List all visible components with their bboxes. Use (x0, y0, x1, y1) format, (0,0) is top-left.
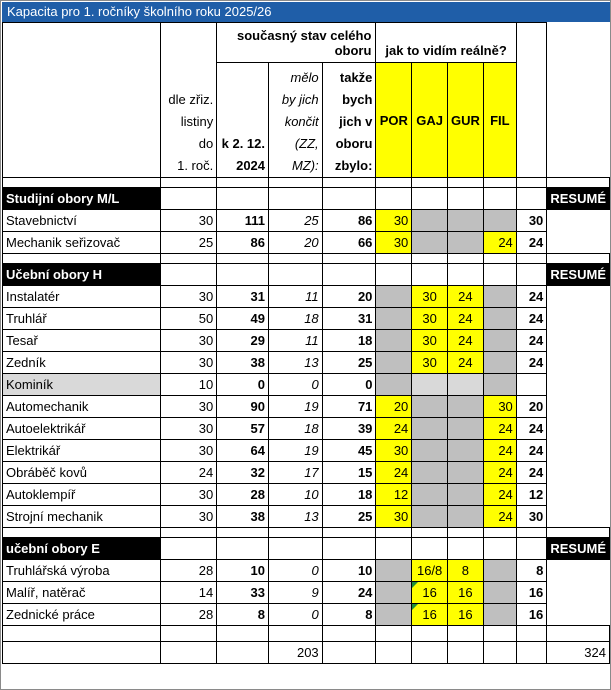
listiny-value[interactable]: 28 (160, 560, 216, 582)
school-value-gur[interactable]: 24 (447, 352, 483, 374)
spacer-cell[interactable] (217, 254, 269, 264)
school-value-gaj[interactable] (412, 210, 448, 232)
school-value-por[interactable] (376, 604, 412, 626)
school-value-fil[interactable] (483, 560, 516, 582)
section-title[interactable]: Učební obory H (3, 264, 161, 286)
spacer-row (3, 254, 610, 264)
header-realne[interactable]: jak to vidím reálně? (376, 23, 516, 63)
listiny-value[interactable]: 30 (160, 418, 216, 440)
k-date-value[interactable]: 0 (217, 374, 269, 396)
melo-value[interactable]: 20 (269, 232, 323, 254)
listiny-value[interactable]: 24 (160, 462, 216, 484)
spacer-cell[interactable] (447, 626, 483, 642)
resume-value[interactable]: 24 (516, 286, 547, 308)
obor-name[interactable]: Obráběč kovů (3, 462, 161, 484)
school-value-por[interactable] (376, 330, 412, 352)
spacer-cell[interactable] (160, 528, 216, 538)
section-blank[interactable] (322, 538, 376, 560)
school-value-gur[interactable] (447, 462, 483, 484)
spacer-cell[interactable] (322, 254, 376, 264)
spacer-cell[interactable] (547, 178, 610, 188)
school-value-gur[interactable]: 24 (447, 330, 483, 352)
table-row (3, 440, 610, 462)
zbylo-value[interactable]: 66 (322, 232, 376, 254)
section-blank[interactable] (412, 188, 448, 210)
table-row (3, 396, 610, 418)
spacer-cell[interactable] (3, 254, 161, 264)
k-date-value[interactable]: 33 (217, 582, 269, 604)
school-value-gur[interactable] (447, 506, 483, 528)
totals-blank[interactable] (516, 642, 547, 664)
capacity-table (2, 22, 610, 664)
k-date-value[interactable]: 32 (217, 462, 269, 484)
resume-value[interactable] (516, 374, 547, 396)
school-value-fil[interactable]: 24 (483, 232, 516, 254)
table-row (3, 560, 610, 582)
school-value-gaj[interactable] (412, 484, 448, 506)
school-value-gur[interactable] (447, 440, 483, 462)
school-value-por[interactable]: 30 (376, 232, 412, 254)
table-row (3, 418, 610, 440)
k-date-value[interactable]: 86 (217, 232, 269, 254)
spacer-cell[interactable] (412, 254, 448, 264)
school-value-gaj[interactable] (412, 396, 448, 418)
obor-name[interactable]: Truhlář (3, 308, 161, 330)
resume-label[interactable]: RESUMÉ (547, 264, 610, 286)
melo-value[interactable]: 25 (269, 210, 323, 232)
spacer-cell[interactable] (483, 626, 516, 642)
school-value-por[interactable]: 30 (376, 440, 412, 462)
spacer-cell[interactable] (322, 528, 376, 538)
section-blank[interactable] (412, 264, 448, 286)
zbylo-value[interactable]: 25 (322, 352, 376, 374)
school-value-por[interactable]: 30 (376, 506, 412, 528)
section-header-1 (3, 264, 610, 286)
zbylo-value[interactable]: 24 (322, 582, 376, 604)
school-value-fil[interactable] (483, 604, 516, 626)
spacer-cell[interactable] (217, 528, 269, 538)
spacer-cell[interactable] (516, 528, 547, 538)
section-header-2 (3, 538, 610, 560)
school-value-por[interactable] (376, 286, 412, 308)
table-row (3, 484, 610, 506)
obor-name[interactable]: Instalatér (3, 286, 161, 308)
school-value-por[interactable]: 30 (376, 210, 412, 232)
school-value-por[interactable]: 20 (376, 396, 412, 418)
school-value-gur[interactable]: 16 (447, 604, 483, 626)
zbylo-value[interactable]: 20 (322, 286, 376, 308)
school-value-gur[interactable] (447, 374, 483, 396)
spacer-cell[interactable] (447, 178, 483, 188)
school-value-por[interactable]: 24 (376, 462, 412, 484)
listiny-value[interactable]: 14 (160, 582, 216, 604)
spacer-cell[interactable] (412, 178, 448, 188)
obor-name[interactable]: Automechanik (3, 396, 161, 418)
spacer-cell[interactable] (516, 626, 547, 642)
table-row (3, 352, 610, 374)
spacer-cell[interactable] (322, 178, 376, 188)
spacer-cell[interactable] (3, 626, 161, 642)
spacer-cell[interactable] (376, 178, 412, 188)
spacer-cell[interactable] (447, 528, 483, 538)
resume-value[interactable]: 24 (516, 308, 547, 330)
section-blank[interactable] (376, 264, 412, 286)
table-row (3, 286, 610, 308)
school-value-gur[interactable] (447, 210, 483, 232)
table-row (3, 582, 610, 604)
table-row (3, 308, 610, 330)
section-blank[interactable] (269, 538, 323, 560)
school-value-por[interactable] (376, 560, 412, 582)
resume-value[interactable]: 24 (516, 440, 547, 462)
spacer-cell[interactable] (217, 626, 269, 642)
k-date-value[interactable]: 57 (217, 418, 269, 440)
school-value-gur[interactable]: 24 (447, 308, 483, 330)
section-blank[interactable] (217, 264, 269, 286)
resume-value[interactable]: 24 (516, 232, 547, 254)
corner-cell[interactable] (3, 23, 161, 178)
obor-name[interactable]: Stavebnictví (3, 210, 161, 232)
spacer-row (3, 528, 610, 538)
resume-value[interactable]: 12 (516, 484, 547, 506)
spacer-cell[interactable] (217, 178, 269, 188)
spacer-cell[interactable] (160, 254, 216, 264)
totals-blank[interactable] (217, 642, 269, 664)
obor-name[interactable]: Strojní mechanik (3, 506, 161, 528)
zbylo-value[interactable]: 25 (322, 506, 376, 528)
section-blank[interactable] (447, 188, 483, 210)
obor-name[interactable]: Elektrikář (3, 440, 161, 462)
header-school-gaj[interactable]: GAJ (412, 63, 448, 178)
sheet-title: Kapacita pro 1. ročníky školního roku 2025/26 (2, 2, 610, 22)
spacer-cell[interactable] (322, 626, 376, 642)
school-value-fil[interactable] (483, 582, 516, 604)
header-takze[interactable]: takže bych jich v oboru zbylo: (322, 63, 376, 178)
school-value-fil[interactable] (483, 308, 516, 330)
obor-name[interactable]: Truhlářská výroba (3, 560, 161, 582)
section-header-0 (3, 188, 610, 210)
school-value-gaj[interactable]: 30 (412, 330, 448, 352)
totals-blank[interactable] (3, 642, 161, 664)
spacer-cell[interactable] (483, 178, 516, 188)
zbylo-value[interactable]: 18 (322, 330, 376, 352)
school-value-gaj[interactable] (412, 232, 448, 254)
totals-row (3, 642, 610, 664)
header-current-state[interactable]: současný stav celého oboru (217, 23, 376, 63)
section-blank[interactable] (516, 538, 547, 560)
zbylo-value[interactable]: 8 (322, 604, 376, 626)
resume-value[interactable]: 24 (516, 462, 547, 484)
melo-value[interactable]: 18 (269, 418, 323, 440)
k-date-value[interactable]: 90 (217, 396, 269, 418)
school-value-por[interactable] (376, 308, 412, 330)
melo-value[interactable]: 17 (269, 462, 323, 484)
k-date-value[interactable]: 38 (217, 352, 269, 374)
spacer-row (3, 626, 610, 642)
listiny-value[interactable]: 30 (160, 210, 216, 232)
melo-value[interactable]: 0 (269, 374, 323, 396)
resume-label[interactable]: RESUMÉ (547, 538, 610, 560)
resume-value[interactable]: 24 (516, 352, 547, 374)
school-value-gaj[interactable] (412, 440, 448, 462)
school-value-fil[interactable]: 30 (483, 396, 516, 418)
spacer-cell[interactable] (547, 254, 610, 264)
spacer-cell[interactable] (376, 626, 412, 642)
k-date-value[interactable]: 49 (217, 308, 269, 330)
melo-value[interactable]: 13 (269, 352, 323, 374)
totals-blank[interactable] (160, 642, 216, 664)
section-blank[interactable] (483, 188, 516, 210)
spacer-cell[interactable] (269, 178, 323, 188)
section-blank[interactable] (160, 188, 216, 210)
table-row (3, 330, 610, 352)
resume-value[interactable]: 20 (516, 396, 547, 418)
school-value-gur[interactable]: 24 (447, 286, 483, 308)
totals-blank[interactable] (447, 642, 483, 664)
obor-name[interactable]: Autoklempíř (3, 484, 161, 506)
section-title[interactable]: učební obory E (3, 538, 161, 560)
melo-value[interactable]: 19 (269, 396, 323, 418)
section-blank[interactable] (483, 264, 516, 286)
listiny-value[interactable]: 25 (160, 232, 216, 254)
spacer-cell[interactable] (447, 254, 483, 264)
listiny-value[interactable]: 30 (160, 484, 216, 506)
school-value-gaj[interactable]: 16 (412, 582, 448, 604)
spacer-cell[interactable] (376, 528, 412, 538)
header-school-fil[interactable]: FIL (483, 63, 516, 178)
school-value-por[interactable]: 12 (376, 484, 412, 506)
resume-value[interactable]: 24 (516, 418, 547, 440)
school-value-por[interactable] (376, 352, 412, 374)
school-value-fil[interactable] (483, 352, 516, 374)
zbylo-value[interactable]: 45 (322, 440, 376, 462)
table-row (3, 210, 610, 232)
total-resume[interactable]: 324 (547, 642, 610, 664)
section-blank[interactable] (322, 188, 376, 210)
spacer-cell[interactable] (160, 178, 216, 188)
obor-name[interactable]: Zedník (3, 352, 161, 374)
header-row-top (3, 23, 610, 63)
table-row (3, 462, 610, 484)
section-blank[interactable] (269, 188, 323, 210)
melo-value[interactable]: 11 (269, 330, 323, 352)
school-value-fil[interactable]: 24 (483, 418, 516, 440)
obor-name[interactable]: Zednické práce (3, 604, 161, 626)
school-value-gaj[interactable] (412, 418, 448, 440)
spacer-cell[interactable] (483, 254, 516, 264)
section-blank[interactable] (447, 538, 483, 560)
spacer-cell[interactable] (483, 528, 516, 538)
k-date-value[interactable]: 64 (217, 440, 269, 462)
melo-value[interactable]: 19 (269, 440, 323, 462)
zbylo-value[interactable]: 86 (322, 210, 376, 232)
school-value-fil[interactable] (483, 330, 516, 352)
school-value-fil[interactable] (483, 286, 516, 308)
school-value-fil[interactable]: 24 (483, 462, 516, 484)
k-date-value[interactable]: 111 (217, 210, 269, 232)
spacer-row (3, 178, 610, 188)
spacer-cell[interactable] (412, 626, 448, 642)
section-blank[interactable] (447, 264, 483, 286)
school-value-gur[interactable] (447, 484, 483, 506)
listiny-value[interactable]: 50 (160, 308, 216, 330)
resume-value[interactable]: 24 (516, 330, 547, 352)
listiny-value[interactable]: 30 (160, 440, 216, 462)
k-date-value[interactable]: 29 (217, 330, 269, 352)
table-row (3, 604, 610, 626)
obor-name[interactable]: Mechanik seřizovač (3, 232, 161, 254)
listiny-value[interactable]: 10 (160, 374, 216, 396)
melo-value[interactable]: 10 (269, 484, 323, 506)
obor-name[interactable]: Kominík (3, 374, 161, 396)
header-listiny[interactable]: dle zřiz. listiny do 1. roč. (160, 23, 216, 178)
school-value-fil[interactable]: 24 (483, 484, 516, 506)
spacer-cell[interactable] (547, 528, 610, 538)
school-value-gur[interactable]: 8 (447, 560, 483, 582)
k-date-value[interactable]: 8 (217, 604, 269, 626)
header-school-por[interactable]: POR (376, 63, 412, 178)
school-value-gur[interactable]: 16 (447, 582, 483, 604)
section-blank[interactable] (160, 538, 216, 560)
obor-name[interactable]: Autoelektrikář (3, 418, 161, 440)
section-blank[interactable] (217, 538, 269, 560)
section-blank[interactable] (483, 538, 516, 560)
k-date-value[interactable]: 28 (217, 484, 269, 506)
spacer-cell[interactable] (269, 254, 323, 264)
spacer-cell[interactable] (160, 626, 216, 642)
totals-blank[interactable] (412, 642, 448, 664)
zbylo-value[interactable]: 15 (322, 462, 376, 484)
section-title[interactable]: Studijní obory M/L (3, 188, 161, 210)
school-value-gaj[interactable] (412, 462, 448, 484)
resume-value[interactable]: 30 (516, 210, 547, 232)
melo-value[interactable]: 13 (269, 506, 323, 528)
resume-value[interactable]: 16 (516, 582, 547, 604)
zbylo-value[interactable]: 0 (322, 374, 376, 396)
table-row (3, 232, 610, 254)
school-value-gaj[interactable]: 16 (412, 604, 448, 626)
melo-value[interactable]: 11 (269, 286, 323, 308)
school-value-fil[interactable] (483, 210, 516, 232)
section-blank[interactable] (322, 264, 376, 286)
school-value-fil[interactable] (483, 374, 516, 396)
header-melo[interactable]: mělo by jich končit (ZZ, MZ): (269, 63, 323, 178)
zbylo-value[interactable]: 31 (322, 308, 376, 330)
obor-name[interactable]: Tesař (3, 330, 161, 352)
school-value-fil[interactable]: 24 (483, 506, 516, 528)
listiny-value[interactable]: 30 (160, 330, 216, 352)
school-value-fil[interactable]: 24 (483, 440, 516, 462)
section-blank[interactable] (269, 264, 323, 286)
listiny-value[interactable]: 28 (160, 604, 216, 626)
header-resume-blank[interactable] (516, 23, 547, 178)
section-blank[interactable] (217, 188, 269, 210)
totals-blank[interactable] (483, 642, 516, 664)
school-value-gur[interactable] (447, 396, 483, 418)
school-value-gaj[interactable]: 30 (412, 352, 448, 374)
spacer-cell[interactable] (376, 254, 412, 264)
listiny-value[interactable]: 30 (160, 286, 216, 308)
listiny-value[interactable]: 30 (160, 506, 216, 528)
melo-value[interactable]: 9 (269, 582, 323, 604)
resume-value[interactable]: 8 (516, 560, 547, 582)
zbylo-value[interactable]: 71 (322, 396, 376, 418)
school-value-gaj[interactable]: 30 (412, 308, 448, 330)
melo-value[interactable]: 0 (269, 560, 323, 582)
section-blank[interactable] (516, 188, 547, 210)
listiny-value[interactable]: 30 (160, 352, 216, 374)
table-row (3, 374, 610, 396)
zbylo-value[interactable]: 10 (322, 560, 376, 582)
school-value-gaj[interactable] (412, 374, 448, 396)
listiny-value[interactable]: 30 (160, 396, 216, 418)
spacer-cell[interactable] (516, 254, 547, 264)
totals-blank[interactable] (376, 642, 412, 664)
resume-value[interactable]: 30 (516, 506, 547, 528)
school-value-por[interactable] (376, 374, 412, 396)
spacer-cell[interactable] (3, 528, 161, 538)
school-value-gaj[interactable]: 30 (412, 286, 448, 308)
table-row (3, 506, 610, 528)
spacer-cell[interactable] (412, 528, 448, 538)
total-melo[interactable]: 203 (269, 642, 323, 664)
school-value-por[interactable]: 24 (376, 418, 412, 440)
school-value-gur[interactable] (447, 232, 483, 254)
spacer-cell[interactable] (547, 626, 610, 642)
k-date-value[interactable]: 38 (217, 506, 269, 528)
zbylo-value[interactable]: 18 (322, 484, 376, 506)
zbylo-value[interactable]: 39 (322, 418, 376, 440)
melo-value[interactable]: 0 (269, 604, 323, 626)
spacer-cell[interactable] (516, 178, 547, 188)
school-value-gaj[interactable]: 16/8 (412, 560, 448, 582)
totals-blank[interactable] (322, 642, 376, 664)
section-blank[interactable] (376, 538, 412, 560)
school-value-gur[interactable] (447, 418, 483, 440)
section-blank[interactable] (160, 264, 216, 286)
melo-value[interactable]: 18 (269, 308, 323, 330)
section-blank[interactable] (412, 538, 448, 560)
spacer-cell[interactable] (269, 626, 323, 642)
resume-label[interactable]: RESUMÉ (547, 188, 610, 210)
section-blank[interactable] (376, 188, 412, 210)
header-k-date[interactable]: k 2. 12. 2024 (217, 63, 269, 178)
spacer-cell[interactable] (269, 528, 323, 538)
spacer-cell[interactable] (3, 178, 161, 188)
header-school-gur[interactable]: GUR (447, 63, 483, 178)
resume-value[interactable]: 16 (516, 604, 547, 626)
obor-name[interactable]: Malíř, natěrač (3, 582, 161, 604)
k-date-value[interactable]: 31 (217, 286, 269, 308)
school-value-gaj[interactable] (412, 506, 448, 528)
section-blank[interactable] (516, 264, 547, 286)
k-date-value[interactable]: 10 (217, 560, 269, 582)
school-value-por[interactable] (376, 582, 412, 604)
